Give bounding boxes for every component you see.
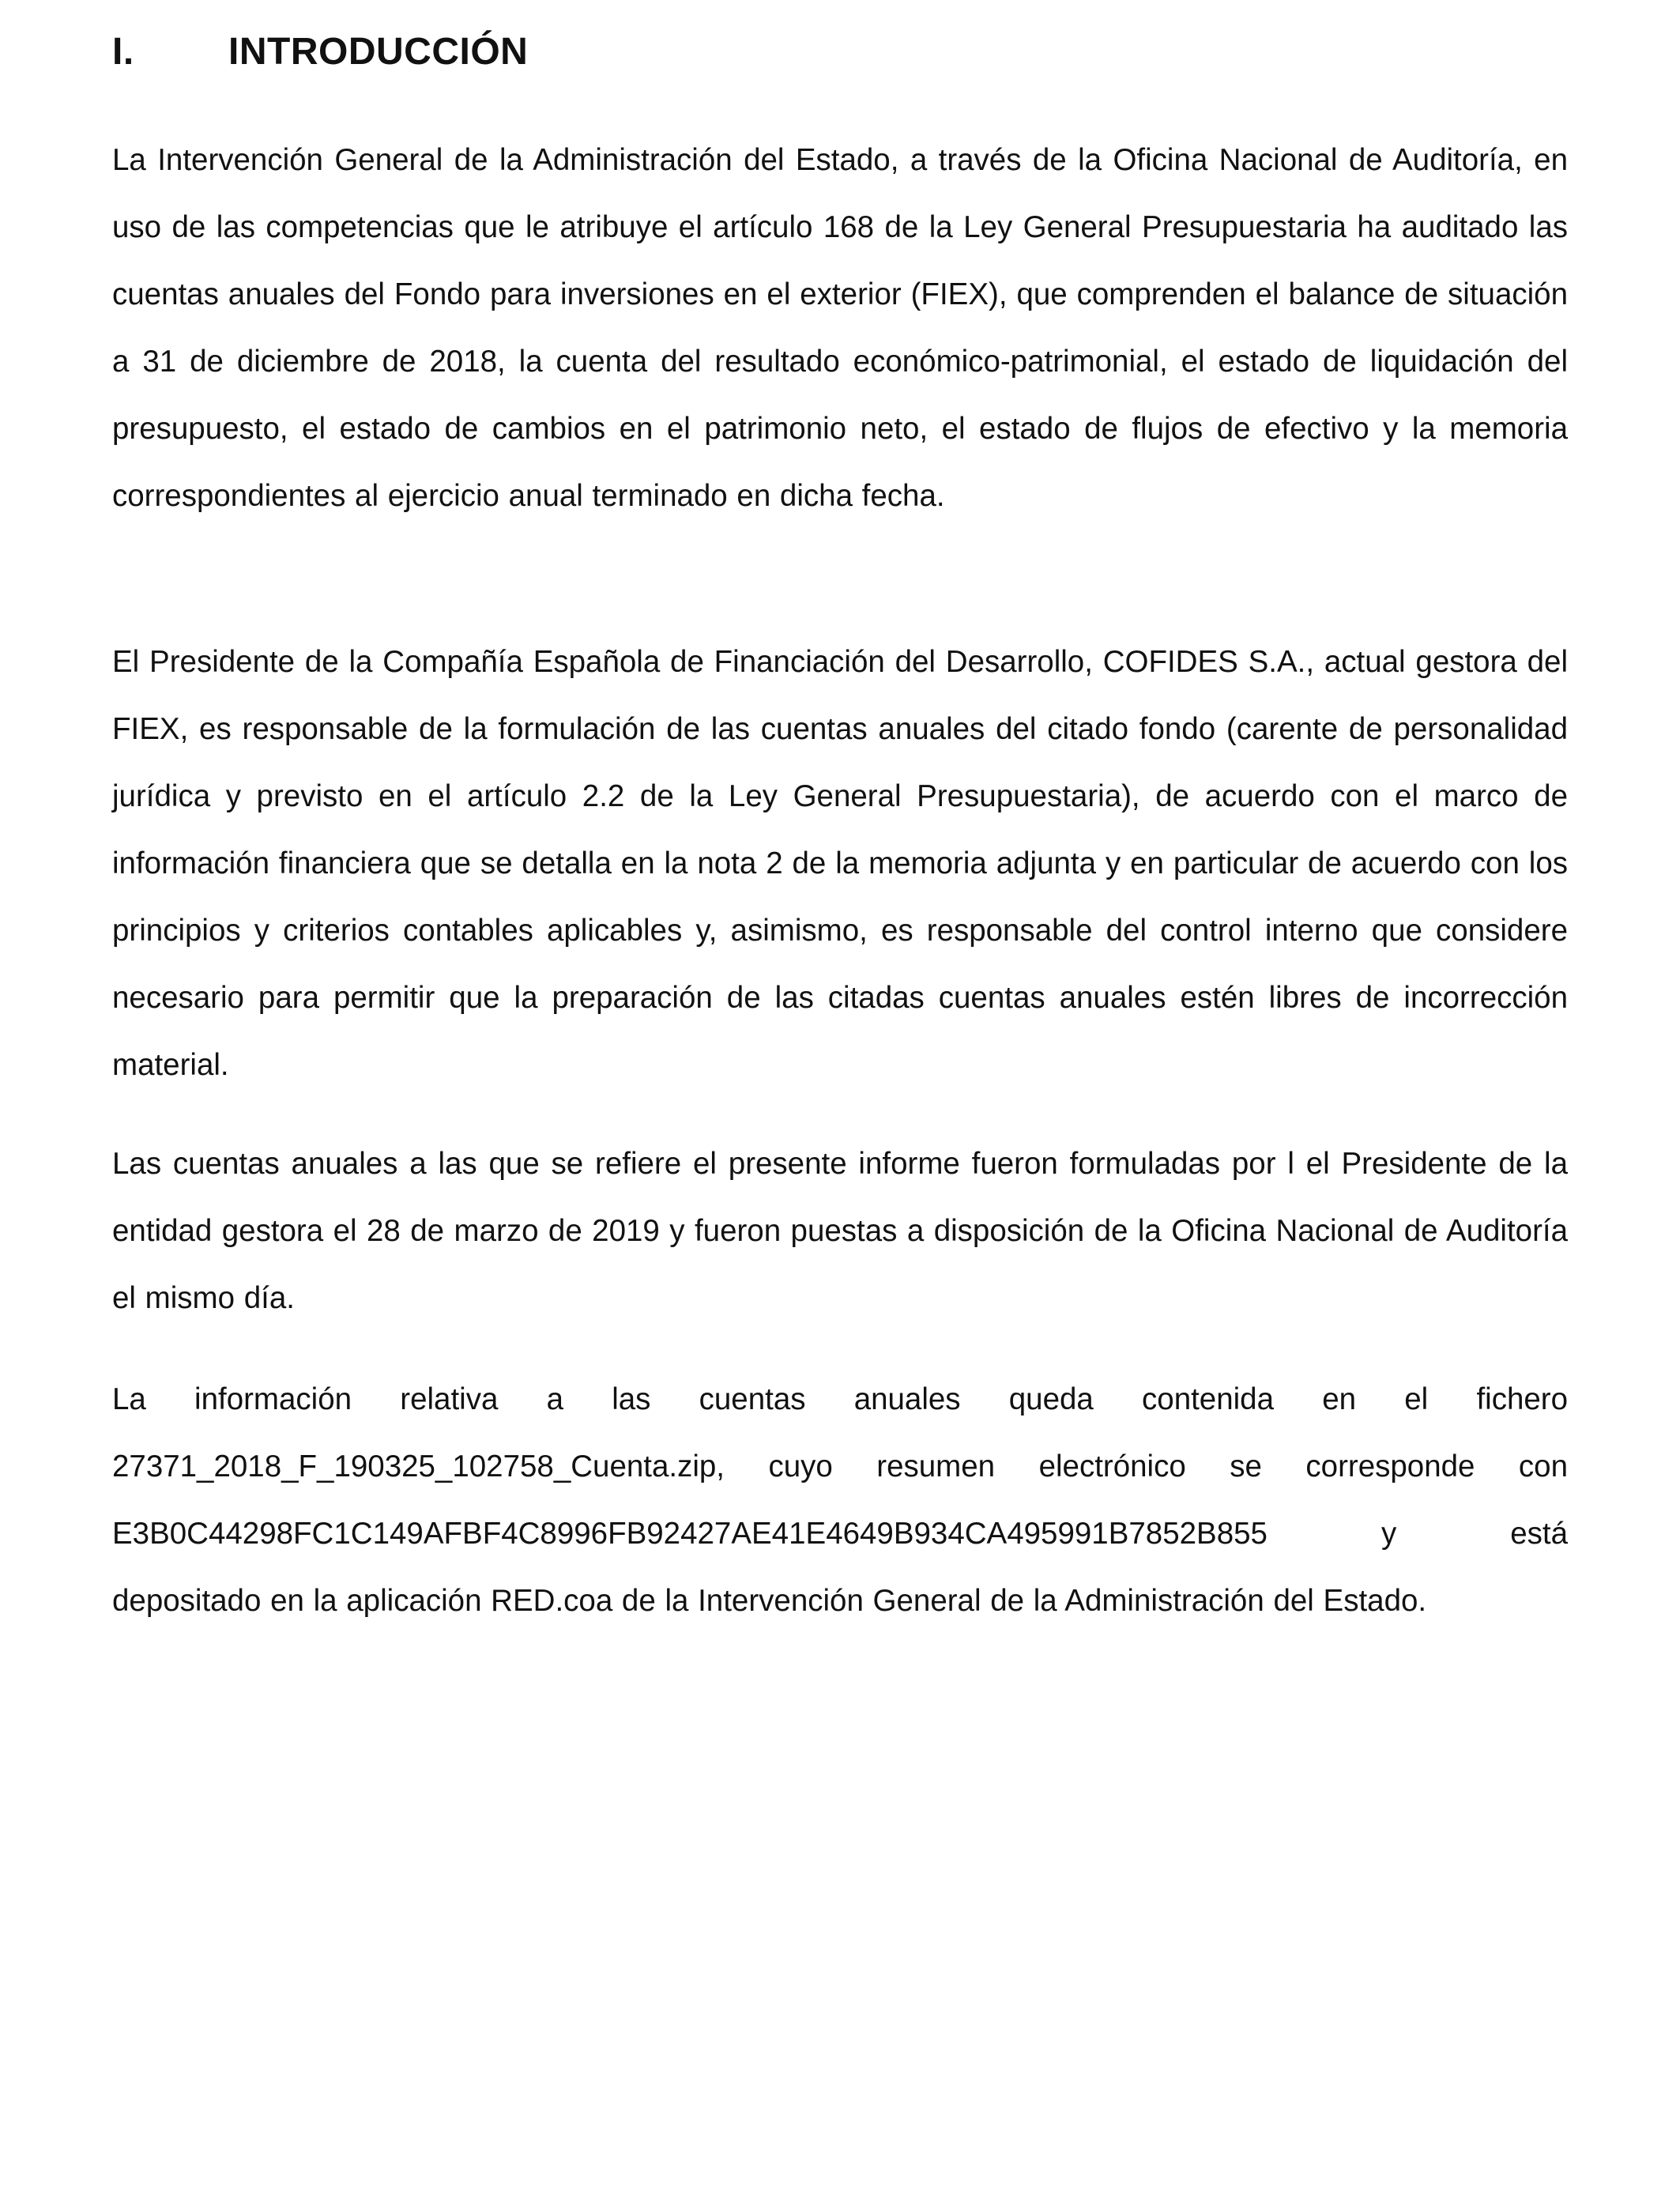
file-location-line: depositado en la aplicación RED.coa de la Intervención General de la Administración del Estado. [112,1584,1427,1618]
paragraph-responsibility: El Presidente de la Compañía Española de Financiación del Desarrollo, COFIDES S.A., actual gestora del FIEX, es responsable de la formulación de las cuentas anuales del citado fondo (carente de personalidad jurídica y previsto en el artículo 2.2 de la Ley General Presupuestaria), de acuerdo con el marco de información financiera que se detalla en la nota 2 de la memoria adjunta y en particular de acuerdo con los principios y criterios contables aplicables y, asimismo, es responsable del control interno que considere necesario para permitir que la preparación de las citadas cuentas anuales estén libres de incorrección material. [112,645,1568,1082]
section-title: INTRODUCCIÓN [228,30,529,73]
file-name-line: 27371_2018_F_190325_102758_Cuenta.zip, cuyo resumen electrónico se corresponde con [112,1449,1568,1483]
section-number: I. [112,30,134,73]
file-hash-line: E3B0C44298FC1C149AFBF4C8996FB92427AE41E4649B934CA495991B7852B855 y está [112,1517,1568,1551]
paragraph-audit-scope: La Intervención General de la Administración del Estado, a través de la Oficina Nacional de Auditoría, en uso de las competencias que le atribuye el artículo 168 de la Ley General Presupuestaria ha auditado las cuentas anuales del Fondo para inversiones en el exterior (FIEX), que comprenden el balance de situación a 31 de diciembre de 2018, la cuenta del resultado económico-patrimonial, el estado de liquidación del presupuesto, el estado de cambios en el patrimonio neto, el estado de flujos de efectivo y la memoria correspondientes al ejercicio anual terminado en dicha fecha. [112,143,1568,513]
file-info-line: La información relativa a las cuentas anuales queda contenida en el fichero [112,1382,1568,1416]
section-heading [112,24,1566,79]
paragraph-file-info [112,1366,1568,1634]
paragraph-formulation-date: Las cuentas anuales a las que se refiere el presente informe fueron formuladas por l el Presidente de la entidad gestora el 28 de marzo de 2019 y fueron puestas a disposición de la Oficina Nacional de Auditoría el mismo día. [112,1147,1568,1315]
